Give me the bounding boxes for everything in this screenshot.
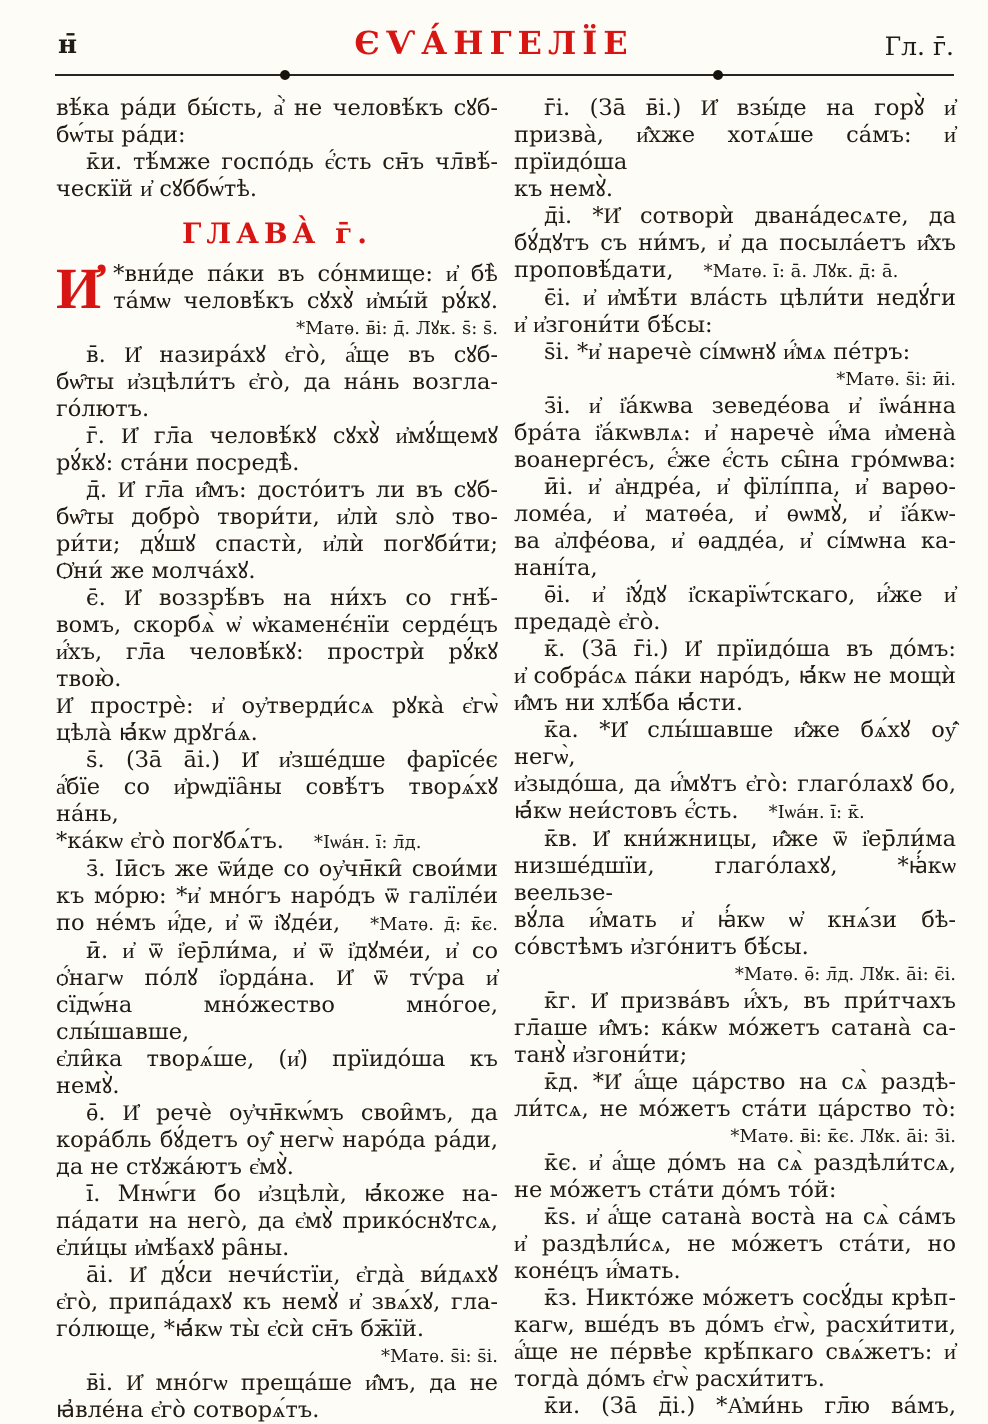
text-line: воанерге́съ, є҆́же є҆́сть сы̑на гро́мѡва:: [514, 447, 956, 473]
text-line: к̄. (За̄ г̄і.) И҆ прїидо́ша въ до́мъ:: [544, 636, 956, 662]
text-line: г̄. И҆ гл̄а человѣ́кꙋ сꙋхꙋ̀ и҆мꙋ́щемꙋ: [86, 423, 498, 449]
text-line: ѳ̄. И҆ речѐ оу҆чн̄кѡ́мъ свои̑мъ, да: [86, 1100, 498, 1126]
text-line: Ѻ҆ни́ же молча́хꙋ.: [56, 558, 256, 584]
text-line: къ мо́рю: *и҆ мно́гъ наро́дъ ѿ галїле́и: [56, 883, 498, 909]
page-number: н̄: [58, 30, 78, 60]
right-column: [514, 95, 956, 1424]
text-line: і̄. Мнѡ́ги бо и҆зцѣлѝ, ꙗ҆́коже на-: [86, 1181, 498, 1207]
text-line: и҆ раздѣли́сѧ, не мо́жетъ ста́ти, но: [514, 1231, 956, 1257]
text-line: и҆ и҆згони́ти бѣ́сы:: [514, 312, 713, 338]
text-line: к̄а. *И҆ слы́шавше и҆̑же бѧ́хꙋ оу҆̑ негѡ̀,: [514, 717, 956, 770]
text-line: а҆́ще не пе́рвѣе крѣ́пкаго свѧ́жетъ: и҆: [514, 1339, 956, 1365]
text-line: вꙋ́ла и҆́мать и҆ ꙗ҆́кѡ ѡ҆ кнѧ́зи бѣ-: [514, 907, 956, 933]
gospel-title: ЄѴА́НГЕЛЇЕ: [354, 24, 634, 62]
text-line: И҆ *вни́де па́ки въ со́нмище: и҆ бѣ̀: [56, 254, 498, 322]
text-line: ѻ҆́нагѡ по́лꙋ і҆ѻрда́на. И҆ ѿ тѵ́ра и҆: [56, 965, 498, 991]
text-line: вѣ́ка ра́ди бы́сть, а҆̀ не человѣ́къ сꙋб-: [56, 95, 498, 121]
text-line: къ немꙋ̀.: [514, 176, 614, 202]
text-line: в̄. И҆ назира́хꙋ є҆го̀, а҆́ще въ сꙋб-: [86, 342, 498, 368]
text-line: ва а҆лфе́ова, и҆ ѳадде́а, и҆ сі́мѡна ка-: [514, 528, 956, 554]
text-line: є҆ли́цы и҆мѣ́ахꙋ ра̑ны.: [56, 1235, 290, 1261]
text-line: го́лютъ.: [56, 396, 150, 422]
text-line: и҆ собра́сѧ па́ки наро́дъ, ꙗ҆́кѡ не мощѝ: [514, 663, 956, 689]
text-line: є҆го̀, припа́дахꙋ къ немꙋ̀ и҆ звѧ́хꙋ, гла-: [56, 1289, 498, 1315]
text-line: И҆ прострѐ: и҆ оу҆тверди́сѧ рꙋка̀ є҆гѡ̀: [56, 693, 498, 719]
text-line: сїдѡ́на мно́жество мно́гое, слы́шавше,: [56, 992, 498, 1045]
text-line: ѳ̄і. и҆ і҆ꙋ́дꙋ і҆скарїѡ́тскаго, и҆́же и҆: [544, 582, 956, 608]
text-line: со́встѣмъ и҆зго́нитъ бѣ́сы.: [514, 934, 809, 960]
text-line: кагѡ, вше́дъ въ до́мъ є҆гѡ̀, расхи́тити,: [514, 1312, 956, 1338]
text-line: д̄. И҆ гл̄а и҆̑мъ: досто́итъ ли въ сꙋб-: [86, 477, 498, 503]
text-line: и҆́хъ, гл̄а человѣ́кꙋ: прострѝ рꙋ́кꙋ твою̀.: [56, 639, 498, 692]
text-line: бѡ̑ты добро̀ твори́ти, и҆лѝ ѕло̀ тво-: [56, 504, 498, 530]
text-line: з̄і. и҆ і҆а́кѡва зеведе́ова и҆ і҆ѡа́нна: [544, 393, 956, 419]
scripture-reference: *Матѳ. ѕ̄і: ӣі.: [836, 369, 956, 390]
text-line: к̄д. *И҆ а҆́ще ца́рство на сѧ̀ раздѣ-: [544, 1069, 956, 1095]
left-column: [56, 95, 498, 1424]
page-header: [0, 0, 988, 95]
text-line: низше́дшїи, глаго́лахꙋ, *ꙗ҆́кѡ веельзе-: [514, 853, 956, 906]
scripture-reference: *Матѳ. в̄і: д̄. Лꙋк. ѕ̄: ѕ̄.: [296, 318, 498, 339]
text-line: не мо́жетъ ста́ти до́мъ то́й:: [514, 1177, 837, 1203]
text-line: да не стꙋжа́ютъ є҆мꙋ̀.: [56, 1154, 294, 1180]
text-line: г̄і. (За̄ в̄і.) И҆ взы́де на горꙋ̀ и҆: [544, 95, 956, 121]
text-line: тогда̀ до́мъ є҆гѡ̀ расхи́титъ.: [514, 1366, 825, 1392]
text-columns: [0, 95, 988, 1424]
scripture-reference: *Іѡа́н. і̄: к̄.: [768, 802, 865, 823]
text-line: ѕ̄. (За̄ а̄і.) И҆ и҆зше́дше фарїсе́є: [86, 747, 498, 773]
text-line: коне́цъ и҆́мать.: [514, 1258, 681, 1284]
scripture-reference: *Іѡа́н. і̄: л̄д.: [313, 832, 422, 853]
scripture-reference: *Матѳ. ѳ̄: л̄д. Лꙋк. а̄і: є̄і.: [734, 964, 956, 985]
text-line: а̄і. И҆ дꙋ́си нечи́стїи, є҆гда̀ ви́дѧхꙋ: [86, 1262, 498, 1288]
scripture-reference: *Матѳ. і̄: а̄. Лꙋк. д̄: а̄.: [703, 261, 899, 282]
text-line: к̄и. (За̄ д̄і.) *А҆ми́нь гл̄ю ва́мъ,: [544, 1393, 956, 1419]
text-line: ꙗ҆́кѡ неи́стовъ є҆́сть. *Іѡа́н. і̄: к̄.: [514, 798, 865, 824]
rule-dot-left: [280, 70, 290, 80]
text-line: є̄. И҆ воззрѣ́въ на ни́хъ со гнѣ́-: [86, 585, 498, 611]
text-line: бѡ̑ты и҆зцѣли́тъ є҆го̀, да на́нь возгла-: [56, 369, 498, 395]
text-line: па́дати на него̀, да є҆мꙋ̀ прико́снꙋтсѧ,: [56, 1208, 498, 1234]
text-line: го́люще, *ꙗ҆́кѡ ты̀ є҆сѝ сн̄ъ бж̄їй.: [56, 1316, 424, 1342]
text-line: бѡ́ты ра́ди:: [56, 122, 186, 148]
text-line: по не́мъ и҆́де, и҆ ѿ і҆ꙋде́и, *Матѳ. д̄: к̄є.: [56, 910, 498, 936]
text-line: проповѣ́дати, *Матѳ. і̄: а̄. Лꙋк. д̄: а̄.: [514, 257, 899, 283]
text-line: и҆зыдо́ша, да и҆́мꙋтъ є҆го̀: глаго́лахꙋ бо,: [514, 771, 956, 797]
text-line: к̄г. И҆ призва́въ и҆́хъ, въ при́тчахъ: [544, 988, 956, 1014]
text-line: танꙋ̀ и҆згони́ти;: [514, 1042, 688, 1068]
text-line: є҆ли̑ка творѧ́ше, (и҆) прїидо́ша къ немꙋ̀.: [56, 1046, 498, 1099]
text-line: к̄ѕ. и҆ а҆́ще сатана̀ воста̀ на сѧ̀ са́мъ: [544, 1204, 956, 1230]
scripture-reference: *Матѳ. в̄і: к̄є. Лꙋк. а̄і: з̄і.: [730, 1126, 956, 1147]
text-line: кора́бль бꙋ́детъ оу҆̑ негѡ̀ наро́да ра́ди,: [56, 1127, 498, 1153]
text-line: нані́та,: [514, 555, 598, 581]
text-line: ӣ. и҆ ѿ і҆ер̄ли́ма, и҆ ѿ і҆дꙋме́и, и҆ со: [86, 938, 498, 964]
text-line: ческїй и҆ сꙋббѡ́тѣ.: [56, 176, 258, 202]
drop-cap-initial: И҆: [56, 254, 102, 322]
rule-dot-right: [713, 70, 723, 80]
text-line: рꙋ́кꙋ: ста́ни посредѣ̀.: [56, 450, 300, 476]
text-line: з̄. Іӣсъ же ѿи́де со оу҆чн̄ки̑ свои́ми: [86, 856, 498, 882]
text-line: ли́тсѧ, не мо́жетъ ста́ти ца́рство то̀:: [514, 1096, 956, 1122]
text-line: та́мѡ человѣ́къ сꙋхꙋ̀ и҆мы́й рꙋ́кꙋ.: [113, 288, 498, 314]
text-line: гл̄аше и҆̑мъ: ка́кѡ мо́жетъ сатана̀ са-: [514, 1015, 956, 1041]
text-line: ꙗ҆вле́на є҆го̀ сотворѧ́тъ.: [56, 1397, 320, 1423]
text-line: к̄и. тѣ́мже госпо́дь є҆́сть сн̄ъ чл̄вѣ́-: [86, 149, 498, 175]
text-line: в̄і. И҆ мно́гѡ преща́ше и҆̑мъ, да не: [86, 1370, 498, 1396]
text-line: вомъ, скорбѧ̀ ѡ҆ ѡ҆каменє́нїи серде́цъ: [56, 612, 498, 638]
scripture-reference: *Матѳ. ѕ̄і: ѕ̄і.: [381, 1346, 498, 1367]
text-line: ѕ̄і. *и҆ наречѐ сі́мѡнꙋ и҆́мѧ пе́тръ:: [544, 339, 911, 365]
text-line: а҆́бїе со и҆рѡдїа̑ны совѣ́тъ творѧ́хꙋ на́нь,: [56, 774, 498, 827]
text-line: к̄є. и҆ а҆́ще до́мъ на сѧ̀ раздѣли́тсѧ,: [544, 1150, 956, 1176]
header-rule: [55, 74, 954, 76]
text-line: бꙋ́дꙋтъ съ ни́мъ, и҆ да посыла́етъ и҆̑хъ: [514, 230, 956, 256]
text-line: *ка́кѡ є҆го̀ погꙋбѧ́тъ. *Іѡа́н. і̄: л̄д.: [56, 828, 422, 854]
text-line: ӣі. и҆ а҆ндре́а, и҆ фїлі́ппа, и҆ варѳо-: [544, 474, 956, 500]
text-line: предадѐ є҆го̀.: [514, 609, 661, 635]
text-line: призва̀, и҆̑хже хотѧ́ше са́мъ: и҆ прїидо́ша: [514, 122, 956, 175]
chapter-ref: Гл. г̄.: [884, 32, 954, 61]
text-line: к̄з. Никто́же мо́жетъ сосꙋ́ды крѣп-: [544, 1285, 956, 1311]
text-line: цѣла̀ ꙗ҆́кѡ дрꙋга́ѧ.: [56, 720, 258, 746]
text-line: є̄і. и҆ и҆мѣ́ти вла́сть цѣли́ти недꙋ́ги: [544, 285, 956, 311]
text-line: к̄в. И҆ кни́жницы, и҆̑же ѿ і҆ер̄ли́ма: [544, 826, 956, 852]
text-line: бра́та і҆а́кѡвлѧ: и҆ наречѐ и҆́ма и҆мена̀: [514, 420, 956, 446]
text-line: д̄і. *И҆ сотворѝ двана́десѧте, да: [544, 203, 956, 229]
text-line: и҆̑мъ ни хлѣ́ба ꙗ҆́сти.: [514, 690, 743, 716]
text-line: ри́ти; дꙋ́шꙋ спастѝ, и҆лѝ погꙋби́ти;: [56, 531, 498, 557]
scripture-reference: *Матѳ. д̄: к̄є.: [370, 914, 498, 935]
text-line: ломе́а, и҆ матѳе́а, и҆ ѳѡмꙋ̀, и҆ і҆а́кѡ-: [514, 501, 956, 527]
chapter-heading: ГЛАВА̀ г̄.: [181, 217, 373, 250]
